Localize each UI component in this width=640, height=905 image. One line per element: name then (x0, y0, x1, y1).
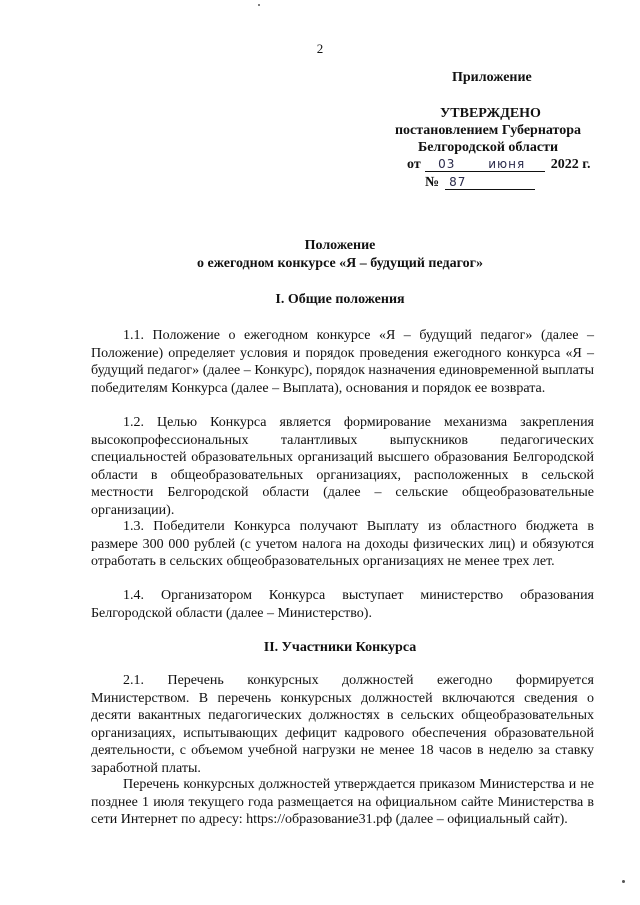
appendix-label: Приложение (452, 70, 532, 85)
approved-by-line-1: постановлением Губернатора (394, 123, 582, 138)
number-prefix: № (425, 175, 440, 190)
page-number: 2 (316, 41, 324, 56)
document-title: Положение (304, 238, 376, 253)
approval-date (407, 157, 590, 173)
paragraph-1-4: 1.4. Организатором Конкурса выступает министерство образования Белгородской области (далее – Министерство). (91, 588, 594, 621)
approved-by-line-2: Белгородской области (417, 140, 559, 155)
document-subtitle: о ежегодном конкурсе «Я – будущий педагог» (197, 256, 483, 271)
number-value: 87 (445, 175, 535, 190)
paragraph-1-2: 1.2. Целью Конкурса является формирование механизма закрепления высокопрофессиональных талантливых выпускников педагогических специальностей образовательных организаций высшего образования Белгородской области в общеобразовательных организациях, расположенных в сельской местности Белгородской области (далее – сельские общеобразовательные организации). (91, 415, 594, 518)
approved-label: УТВЕРЖДЕНО (440, 106, 541, 121)
paragraph-1-1: 1.1. Положение о ежегодном конкурсе «Я – будущий педагог» (далее – Положение) определяет условия и порядок проведения ежегодного конкурса «Я – будущий педагог» (далее – Конкурс), порядок назначения единовременной выплаты победителям Конкурса (далее – Выплата), основания и порядок ее возврата. (91, 328, 594, 396)
scan-speck (622, 880, 625, 883)
approval-number (425, 175, 535, 191)
paragraph-2-1-cont: Перечень конкурсных должностей утверждается приказом Министерства и не позднее 1 июля текущего года размещается на официальном сайте Министерства в сети Интернет по адресу: https://образование31.рф (далее – официальный сайт). (91, 777, 594, 827)
scan-speck (258, 4, 260, 6)
section-heading: II. Участники Конкурса (263, 640, 417, 655)
date-month: июня (469, 157, 545, 172)
paragraph-1-3: 1.3. Победители Конкурса получают Выплату из областного бюджета в размере 300 000 рублей (с учетом налога на доходы физических лиц) и обязуются отработать в сельских общеобразовательных организациях не менее трех лет. (91, 519, 594, 569)
date-day: 03 (425, 157, 469, 172)
date-prefix: от (407, 157, 421, 172)
section-heading: I. Общие положения (275, 292, 405, 307)
date-year: 2022 г. (550, 157, 591, 172)
paragraph-2-1: 2.1. Перечень конкурсных должностей ежегодно формируется Министерством. В перечень конкурсных должностей включаются сведения о десяти вакантных педагогических должностях в сельских общеобразовательных организациях, испытывающих дефицит кадрового обеспечения образовательной деятельности, с объемом учебной нагрузки не менее 18 часов в неделю за ставку заработной платы. (91, 673, 594, 776)
